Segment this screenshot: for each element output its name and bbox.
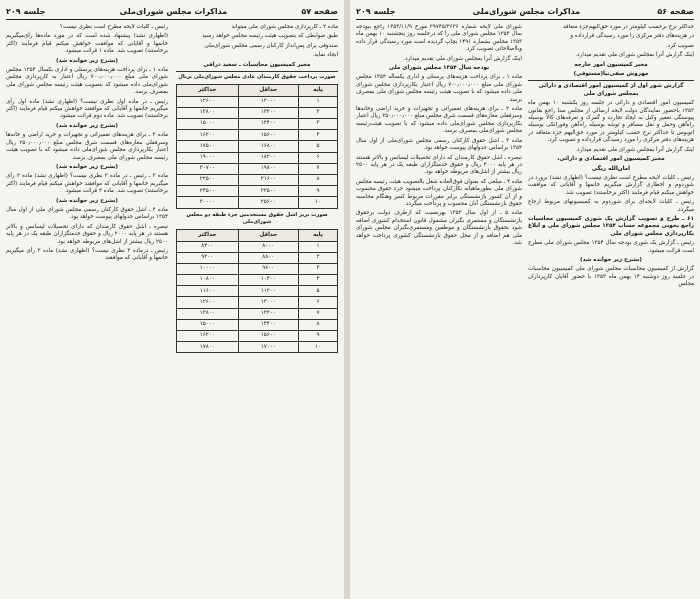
table-cell: ۱: [299, 96, 338, 107]
paragraph: تبصره ـ اشل حقوق کارمندان که دارای تحصیلات لیسانس و بالاتر هستند در هر پایه ۲۰۰۰ ریال و حقوق خدمتگزاران طبقه یک در هر پایه ۲۵۰۰ ریال بیشتر از اشل‌های مربوطه خواهد بود.: [356, 154, 522, 176]
table-cell: ۱۲۶۰۰: [177, 297, 239, 308]
table-cell: ۴: [299, 130, 338, 141]
paragraph: در هزینه‌های دفتر مرکزی را مورد رسیدگی قرارداده و: [570, 33, 694, 40]
table-cell: ۹۶۰۰: [238, 263, 299, 274]
table-cell: ۱۵۶۰۰: [238, 331, 299, 342]
salary-table-junior: [176, 229, 338, 353]
signature-line: مخبر کمیسیون محاسبات ـ سعید درافی: [203, 61, 311, 68]
section-heading: گزارش شور اول از کمیسیون امور اقتصادی و دارائی بمجلس شورای ملی: [538, 83, 684, 97]
right-page-session: جلسه ۲۰۹: [356, 7, 396, 16]
table-cell: ۱۳۸۰۰: [177, 107, 239, 118]
paragraph: ماده ۲ ـ کارپردازی مجلس شورای ملی میتواند: [231, 24, 338, 30]
table-cell: ۱۵۰۰۰: [177, 119, 239, 130]
paragraph: گزارش از کمیسیون محاسبات مجلس شورای ملی کمیسیون محاسبات در جلسه روز دوشنبه ۱۴ بهمن ماه ۱۳۵۳ با حضور آقایان کارپردازان مجلس: [528, 266, 694, 288]
table-row: [177, 174, 338, 185]
paragraph: حداکثر نرخ برحسب کیلومتر در مورد حق‌الیهم‌جزء متعاقد: [562, 24, 694, 30]
table-cell: ۲۳۵۰۰: [238, 186, 299, 197]
paragraph: رئیس ـ درماده ۳ نظری نیست؟ (اظهاری نشد) ماده ۳ رأی میگیریم خانمها و آقایانی که موافقند: [6, 247, 168, 262]
paragraph: ماده ۵ ـ از اول سال ۱۳۵۴ بهرنسبت که ازطرف دولت برحقوق بازنشستگان و مستمری بگیران مشمول قانون استخدام کشوری اضافه شود بحقوق بازنشستگان و موظفین ومستمری‌بگیران مجلس شورای ملی هم اضافه و از محل حقوق بازنشستگی کشوری پرداخت خواهد شد.: [356, 210, 522, 246]
table-cell: ۲: [299, 252, 338, 263]
table-row: [177, 275, 338, 286]
column-header: پایه: [299, 230, 338, 241]
table-row: [177, 197, 338, 208]
paragraph: رئیس ـ کلیات لایحه مطرح است نظری نیست؟ (اظهاری نشد) برورد در شوردوم و اخطاری گزارش میگیریم خانمها و آقایانی که موافقت خواهش میکنم قیام فرمایند (اکثر برخاستند) تصویب شد.: [528, 174, 694, 196]
paragraph: ماده ۱ ـ برای پرداخت هزینه‌های پرسنلی و اداری یکساله ۱۳۵۴ مجلس شورای ملی مبلغ ۷۰۰٫۰۰۰٫۰۰۰ ریال اعتبار بکارپردازی مجلس شورای ملی داده میشود که با تصویب هیئت رئیسه مجلس شورای ملی بمصرف برسد.: [356, 74, 522, 103]
paragraph: اینک گزارش آنرا بمجلس شورای ملی تقدیم میدارد.: [575, 52, 694, 59]
right-page: [350, 0, 700, 599]
agenda-item-heading: ۶۱ ـ طرح و تصویب گزارش یک شوری کمیسیون محاسبات راجع بخوبی مجموعه حساب ۱۳۵۴ مجلس شورای ملی و ابلاغ بکارپردازی مجلس شورای ملی: [528, 215, 694, 237]
table-row: [177, 152, 338, 163]
right-page-title: مذاکرات مجلس شورای‌ملی: [472, 7, 581, 16]
right-page-right-column: [528, 24, 694, 595]
table-row: [177, 141, 338, 152]
table-cell: ۲۱۶۰۰: [238, 174, 299, 185]
table-cell: ۹: [299, 186, 338, 197]
left-page: [0, 0, 344, 599]
table-cell: ۱۱۲۰۰: [238, 286, 299, 297]
table-cell: ۱۴۴۰۰: [238, 119, 299, 130]
left-page-session: جلسه ۲۰۹: [6, 7, 46, 16]
table-cell: ۱۳۲۰۰: [238, 308, 299, 319]
table-cell: ۳: [299, 119, 338, 130]
table-cell: ۲۰۷۰۰: [177, 163, 239, 174]
table-cell: ۱۵۰۰۰: [177, 319, 239, 330]
table-cell: ۲۵۶۰۰: [238, 197, 299, 208]
table-cell: ۷: [299, 308, 338, 319]
table-cell: ۱۳۲۰۰: [238, 107, 299, 118]
table-row: [177, 331, 338, 342]
table-cell: ۱۰۴۰۰: [238, 275, 299, 286]
table-cell: ۸۸۰۰: [238, 252, 299, 263]
paragraph: (اظهاری نشد) پیشنهاد شده است که در مورد ماده‌ها رأی‌میگیریم خانمها و آقایانی که موافقت خواهش میکنم قیام فرمایند (اکثر برخاستند) تصویب شد. ماده ۱ قرائت میشود.: [6, 33, 168, 55]
reading-note: (بشرح زیر خوانده شد): [56, 163, 118, 170]
table-cell: ۱: [299, 241, 338, 252]
paragraph: ماده ۳ ـ اشل حقوق کارکنان رسمی مجلس شورای‌ملی از اول سال ۱۳۵۴ براساس جدولهای پیوست خواهد بود.: [356, 137, 522, 152]
paragraph: تصویب کرد.: [665, 42, 694, 49]
right-page-number: صفحه ۵۶: [657, 7, 694, 16]
column-header: حداکثر: [177, 230, 239, 241]
table-cell: ۹: [299, 331, 338, 342]
table-cell: ۸۰۰۰: [238, 241, 299, 252]
table-row: [177, 186, 338, 197]
paragraph: ماده ۴ ـ مبلغی که بعنوان فوق‌العاده شغل بالتصویب هیئت رئیسه مجلس شورای ملی بطورماهیانه بکارکنان پرداخت میشود جزء حقوق محسوب و از آن کسور بازنشستگی برابر مقررات مربوط کسر وهنگام محاسبه حقوق بازنشستگی آنان محسوب و پرداخت میگردد.: [356, 178, 522, 207]
column-header: حداکثر: [177, 85, 239, 96]
table-cell: ۱۴۴۰۰: [238, 319, 299, 330]
table-cell: ۷: [299, 163, 338, 174]
table-row: [177, 297, 338, 308]
reading-note: (بشرح زیر خوانده شد): [580, 256, 642, 263]
table-caption: صورت پرداخت حقوق کارمندان عادی مجلس شورای‌ملی بریال: [178, 74, 336, 81]
table-cell: ۱۶۲۰۰: [177, 331, 239, 342]
table-cell: ۲۴۵۰۰: [177, 186, 239, 197]
table-cell: ۱۰: [299, 342, 338, 353]
table-cell: ۱۳۸۰۰: [177, 308, 239, 319]
table-row: [177, 163, 338, 174]
table-cell: ۴: [299, 275, 338, 286]
paragraph: طبق ضوابطی که بتصویب هیئت رئیسه مجلس خواهد رسید: [202, 33, 338, 40]
paragraph: ماده ۲ ـ برای هزینه‌های تعمیراتی و تجهیزات و خرید اراضی وخانه‌ها وسرقفلی مغازه‌های قسمت شرق مجلس مبلغ ۲۵۰٫۰۰۰٫۰۰۰ ریال اعتبار بکارپردازی مجلس شورای‌ملی داده میشود که با تصویب هیئت‌رئیسه مجلس شورای‌ملی بمصرف برسد.: [356, 106, 522, 135]
left-page-header: [6, 4, 338, 20]
table-cell: ۱۶۸۰۰: [238, 141, 299, 152]
paragraph: ماده ۲ ـ برای هزینه‌های تعمیراتی و تجهیزات و خرید اراضی و خانه‌ها وسرقفلی مغازه‌های قسمت شرق مجلس مبلغ ۲۵۰٫۰۰۰٫۰۰۰ ریال اعتبار بکارپردازی مجلس شورای‌ملی داده میشود که با تصویب هیئت رئیسه مجلس شورای ملی بمصرف برسد.: [6, 132, 168, 161]
table-cell: ۳: [299, 263, 338, 274]
table-cell: ۸۴۰۰: [177, 241, 239, 252]
paragraph: رئیس ـ کلیات لایحه‌ای برای شوردوم به کمیسیونهای مربوط ارجاع میگردد.: [528, 199, 694, 213]
left-page-right-column: [176, 24, 338, 595]
table-cell: ۱۲۰۰۰: [238, 297, 299, 308]
right-page-header: [356, 4, 694, 20]
table-cell: ۱۲۶۰۰: [177, 96, 239, 107]
signature-line: مخبر کمیسیون امور اقتصادی و دارائی،: [557, 156, 665, 163]
paragraph: اینک گزارش آنرا بمجلس شورای ملی تقدیم میدارد.: [403, 55, 522, 62]
paragraph: ماده ۳ ـ رئیس ـ در ماده ۲ نظری نیست؟ (اظهاری نشد) ماده ۲ رأی میگیریم خانمها و آقایانی که موافقند خواهش میکنم قیام فرمایند (اکثر برخاستند) تصویب شد. ماده ۳ قرائت میشود.: [6, 173, 168, 195]
paragraph: ماده ۱ ـ برای پرداخت هزینه‌های پرسنلی و اداری بکسال ۱۳۵۴ مجلس شورای ملی مبلغ ۷۰۰٫۰۰۰٫۰۰۰ ریال اعتبار به کارپردازی مجلس شورای‌ملی داده میشود که بتصویب هیئت رئیسه مجلس شورای ملی بمصرف برسد.: [6, 67, 168, 96]
table-row: [177, 308, 338, 319]
table-cell: ۹۲۰۰: [177, 252, 239, 263]
table-row: [177, 119, 338, 130]
table-cell: ۱۹۰۰۰: [177, 152, 239, 163]
column-header: حداقل: [238, 85, 299, 96]
table-cell: ۱۹۸۰۰: [238, 163, 299, 174]
paragraph: رئیس ـ گزارش یک شوری بودجه سال ۱۳۵۴ مجلس شورای ملی مطرح است قرائت میشود.: [528, 240, 694, 254]
table-cell: ۸: [299, 174, 338, 185]
table-cell: ۳۰۰۰۰: [177, 197, 239, 208]
paragraph: رئیس ـ کلیات لایحه مطرح است نظری نیست؟: [59, 24, 168, 30]
paragraph: ماده ۴ ـ اشل حقوق کارکنان رسمی مجلس شورای ملی از اول سال ۱۳۵۴ براساس جدولهای پیوست خواهد بود.: [6, 206, 168, 221]
table-cell: ۱۵۶۰۰: [238, 130, 299, 141]
paragraph: اینک گزارش آنرا بمجلس شورای ملی تقدیم میدارد.: [575, 146, 694, 153]
table-cell: ۵: [299, 141, 338, 152]
left-page-left-column: [6, 24, 168, 595]
table-row: [177, 96, 338, 107]
table-cell: ۱۶۲۰۰: [177, 130, 239, 141]
signature-line: مخبر کمیسیون امور خارجه: [574, 61, 648, 68]
paragraph: رئیس ـ در ماده اول نظری نیست؟ (اظهاری نشد) ماده اول رأی میگیریم خانمها و آقایانی که موافقند خواهش میکنم قیام فرمایند (اکثر برخاستند) تصویب شد. ماده دوم قرائت میشود.: [6, 98, 168, 120]
table-row: [177, 286, 338, 297]
table-row: [177, 130, 338, 141]
salary-table-staff: [176, 84, 338, 208]
table-cell: ۸: [299, 319, 338, 330]
left-page-title: مذاکرات مجلس شورای‌ملی: [119, 7, 228, 16]
table-row: [177, 252, 338, 263]
reading-note: (بشرح زیر خوانده شد): [56, 122, 118, 129]
table-row: [177, 319, 338, 330]
table-row: [177, 107, 338, 118]
reading-note: (بشرح زیر خوانده شد): [56, 197, 118, 204]
table-cell: ۶: [299, 152, 338, 163]
column-header: پایه: [299, 85, 338, 96]
paragraph: کمیسیون امور اقتصادی و دارائی در جلسه روز یکشنبه ۱۰ بهمن ماه ۱۳۵۳ باحضور نمایندگان دولت لایحه ارسالی از مجلس سنا راجع بقانون پیوستگی تعمیر وکیل به ایجاد تجارت و گمرک و تعرفه‌های کالا بوسیله راه‌آهن وحمل و نقل مسافر و توشه بوسیله راه‌آهن وفورانکی بوسیله اتوبوس تا حداکثر نرخ حسب کیلومتر در مورد حق‌الیهم جزء متعاقد در هزینه‌های دفتر مرکزی را مورد رسیدگی قرارداده و تصویب کرد.: [528, 100, 694, 144]
table-cell: ۱۷۰۰۰: [238, 342, 299, 353]
table-row: [177, 241, 338, 252]
column-header: حداقل: [238, 230, 299, 241]
signature-name: امان‌الله ریگی: [591, 165, 631, 172]
paragraph: صندوقی برای پس‌انداز کارکنان رسمی مجلس شورای‌ملی: [204, 42, 338, 49]
table-cell: ۲۲۵۰۰: [177, 174, 239, 185]
table-cell: ۱۱۶۰۰: [177, 286, 239, 297]
table-cell: ۲: [299, 107, 338, 118]
table-cell: ۱۰۸۰۰: [177, 275, 239, 286]
table-cell: ۱۰۰۰۰: [177, 263, 239, 274]
table-cell: ۱۰: [299, 197, 338, 208]
section-heading: بودجه سال ۱۳۵۴ مجلس شورای ملی: [388, 65, 490, 72]
table-cell: ۱۷۸۰۰: [177, 342, 239, 353]
table-cell: ۶: [299, 297, 338, 308]
paragraph: ایجاد نماید.: [312, 52, 338, 59]
left-page-number: صفحه ۵۷: [301, 7, 338, 16]
divider: [528, 80, 694, 81]
right-page-left-column: [356, 24, 522, 595]
table-cell: ۱۲۰۰۰: [238, 96, 299, 107]
paragraph: شورای ملی لایحه شماره ۳۹۷۴۵/۳۶۳۶ مورخ ۱۳۵۳/۱۱/۹ راجع ببودجه سال ۱۳۵۴ مجلس شورای ملی را که درجلسه روز پنجشنبه ۱۰ بهمن ماه ۱۳۵۳ مجلس بشماره ۱۴۹۱ بچاپ گردیده است مورد رسیدگی قرار داده وبااصلاحاتی تصویب کرد.: [356, 24, 522, 53]
table-row: [177, 342, 338, 353]
signature-name: مهروش صفی‌نیا(مستوفی): [573, 71, 649, 78]
reading-note: (بشرح زیر خوانده شد): [56, 57, 118, 64]
divider: [176, 71, 338, 72]
table-cell: ۵: [299, 286, 338, 297]
paragraph: تبصره ـ اشل حقوق کارمندان که دارای تحصیلات لیسانس و بالاتر هستند در هر پایه ۲۰۰۰ ریال و حقوق خدمتگزاران طبقه یک در هر پایه ۲۵۰۰ ریال بیشتر از اشل‌های مربوطه خواهد بود.: [6, 223, 168, 245]
table-row: [177, 263, 338, 274]
table-caption: صورت بریز اشل حقوق مستخدمین جزء طبقه دو مجلس شورای‌ملی: [186, 211, 328, 225]
table-cell: ۱۸۲۰۰: [238, 152, 299, 163]
table-cell: ۱۷۵۰۰: [177, 141, 239, 152]
